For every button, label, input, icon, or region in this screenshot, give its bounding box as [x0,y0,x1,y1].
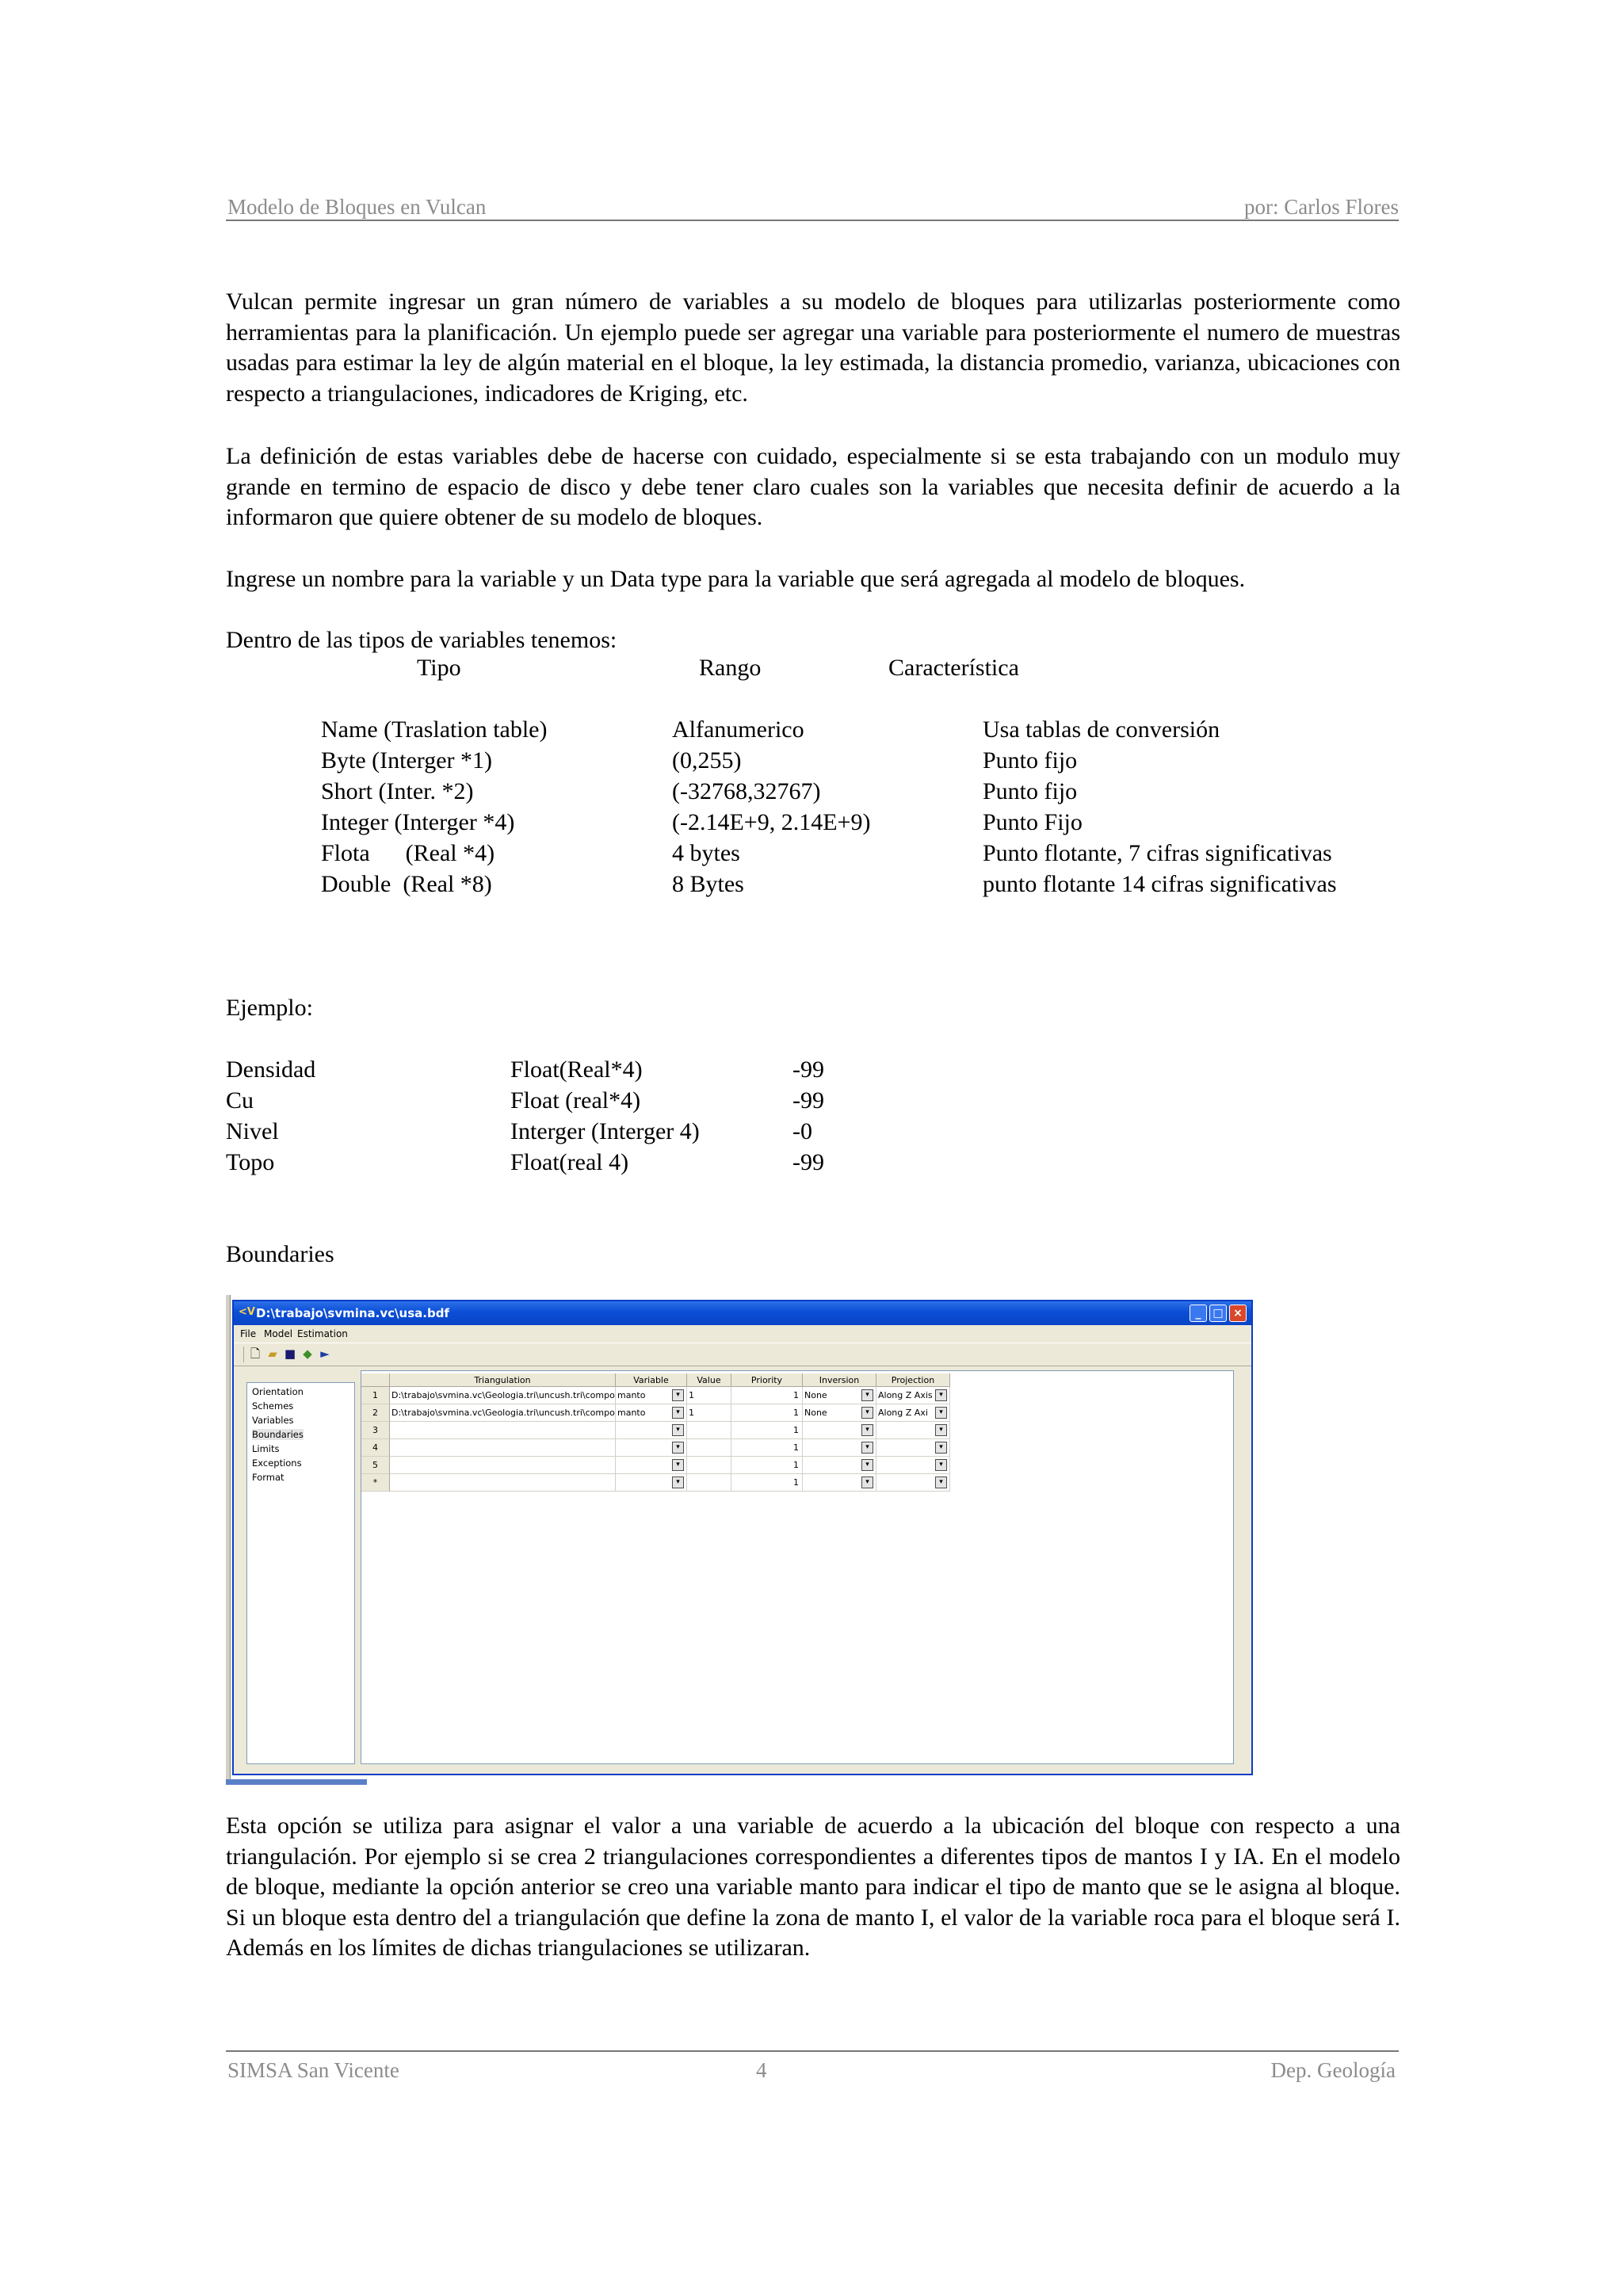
dropdown-arrow-icon[interactable]: ▾ [861,1442,873,1454]
dropdown-arrow-icon[interactable]: ▾ [935,1459,947,1471]
grid-cell-value[interactable] [687,1474,731,1492]
types-row-rango: Alfanumerico [672,716,804,743]
types-row-rango: (0,255) [672,747,742,774]
grid-header-variable[interactable]: Variable [616,1373,687,1387]
grid-cell-priority[interactable]: 1 [731,1404,803,1422]
example-row-name: Cu [226,1087,254,1114]
nav-item-boundaries[interactable]: Boundaries [252,1429,304,1440]
nav-item-schemes[interactable]: Schemes [252,1400,294,1412]
grid-cell-priority[interactable]: 1 [731,1387,803,1404]
open-folder-icon[interactable]: ▰ [268,1347,277,1361]
dropdown-arrow-icon[interactable]: ▾ [672,1459,684,1471]
example-row-default: -0 [792,1118,812,1144]
menu-model[interactable]: Model [264,1328,293,1339]
dropdown-arrow-icon[interactable]: ▾ [672,1477,684,1488]
dropdown-arrow-icon[interactable]: ▾ [861,1389,873,1401]
grid-row-number: * [361,1474,390,1492]
types-row-tipo: Name (Traslation table) [321,716,548,743]
boundaries-grid [361,1370,1234,1764]
new-file-icon[interactable]: 🗋 [250,1347,261,1361]
footer-right: Dep. Geología [1270,2058,1396,2082]
types-row-rango: 8 Bytes [672,871,744,897]
grid-header-value[interactable]: Value [687,1373,731,1387]
types-row-rango: (-32768,32767) [672,778,821,804]
nav-item-exceptions[interactable]: Exceptions [252,1457,302,1469]
example-row-type: Interger (Interger 4) [510,1118,700,1144]
nav-item-limits[interactable]: Limits [252,1443,280,1454]
paragraph-boundaries-explanation: Esta opción se utiliza para asignar el valor a una variable de acuerdo a la ubicación del bloque con respecto a una triangulación. Por ejemplo si se crea 2 triangulaciones correspondientes a diferentes tipos de mantos I y IA. En el modelo de bloque, mediante la opción anterior se creo una variable manto para indicar el tipo de manto que se le asigna al bloque. Si un bloque esta dentro del a triangulación que define la zona de manto I, el valor de la variable roca para el bloque será I. Además en los límites de dichas triangulaciones se utilizaran. [226,1813,1400,1962]
screenshot-left-edge [226,1295,231,1785]
menu-estimation[interactable]: Estimation [297,1328,348,1339]
menubar [234,1325,1251,1343]
grid-cell-triangulation[interactable] [390,1422,616,1439]
example-row-type: Float(Real*4) [510,1056,643,1083]
grid-cell-priority[interactable]: 1 [731,1422,803,1439]
footer-rule [226,2050,1399,2052]
types-row-rango: (-2.14E+9, 2.14E+9) [672,809,871,835]
window-title: D:\trabajo\svmina.vc\usa.bdf [256,1306,449,1320]
toolbar-separator [243,1347,244,1362]
types-row-caracteristica: Punto Fijo [983,809,1083,835]
types-row-caracteristica: Punto flotante, 7 cifras significativas [983,840,1332,866]
grid-row-number: 2 [361,1404,390,1422]
minimize-button[interactable]: _ [1190,1305,1207,1322]
dropdown-arrow-icon[interactable]: ▾ [935,1442,947,1454]
run-arrow-icon[interactable]: ► [320,1347,330,1361]
example-row-type: Float(real 4) [510,1149,629,1175]
example-row-type: Float (real*4) [510,1087,641,1114]
paragraph-definition: La definición de estas variables debe de hacerse con cuidado, especialmente si se esta trabajando con un modulo muy grande en termino de espacio de disco y debe tener claro cuales son la variables que necesita definir de acuerdo a la informaron que quiere obtener de su modelo de bloques. [226,443,1400,531]
types-row-tipo: Double (Real *8) [321,871,492,897]
dropdown-arrow-icon[interactable]: ▾ [935,1424,947,1436]
paragraph-intro: Vulcan permite ingresar un gran número de variables a su modelo de bloques para utilizarlas posteriormente como herramientas para la planificación. Un ejemplo puede ser agregar una variable para posteriormente el numero de muestras usadas para estimar la ley de algún material en el bloque, la ley estimada, la distancia promedio, varianza, ubicaciones con respecto a triangulaciones, indicadores de Kriging, etc. [226,288,1400,407]
grid-cell-inversion[interactable]: None [803,1404,876,1422]
header-right: por: Carlos Flores [1244,195,1399,219]
grid-cell-variable[interactable]: manto [616,1387,687,1404]
nav-item-format[interactable]: Format [252,1472,285,1483]
footer-left: SIMSA San Vicente [227,2058,399,2082]
grid-header-priority[interactable]: Priority [731,1373,803,1387]
example-row-default: -99 [792,1149,824,1175]
grid-row-number: 4 [361,1439,390,1457]
dropdown-arrow-icon[interactable]: ▾ [861,1477,873,1488]
grid-header-projection[interactable]: Projection [876,1373,950,1387]
grid-cell-variable[interactable]: manto [616,1404,687,1422]
types-row-tipo: Flota (Real *4) [321,840,495,866]
types-header-tipo: Tipo [417,655,461,681]
grid-cell-triangulation[interactable] [390,1457,616,1474]
paragraph-instructions: Ingrese un nombre para la variable y un Data type para la variable que será agregada al modelo de bloques. [226,566,1246,592]
types-row-caracteristica: punto flotante 14 cifras significativas [983,871,1337,897]
grid-cell-triangulation[interactable] [390,1439,616,1457]
grid-cell-triangulation[interactable]: D:\trabajo\svmina.vc\Geologia.tri\uncush.tri\compo [390,1404,616,1422]
grid-cell-projection[interactable]: Along Z Axis [876,1387,950,1404]
boundaries-screenshot [226,1295,1256,1785]
types-header-rango: Rango [699,655,762,681]
example-row-name: Topo [226,1149,275,1175]
page-number: 4 [756,2058,767,2082]
example-row-default: -99 [792,1087,824,1114]
dropdown-arrow-icon[interactable]: ▾ [861,1407,873,1419]
grid-cell-projection[interactable]: Along Z Axi [876,1404,950,1422]
types-row-caracteristica: Punto fijo [983,747,1078,774]
grid-row-number: 5 [361,1457,390,1474]
types-header-caracteristica: Característica [888,655,1019,681]
example-row-name: Nivel [226,1118,279,1144]
grid-cell-inversion[interactable]: None [803,1387,876,1404]
dropdown-arrow-icon[interactable]: ▾ [672,1407,684,1419]
dropdown-arrow-icon[interactable]: ▾ [672,1389,684,1401]
types-row-caracteristica: Usa tablas de conversión [983,716,1220,743]
screenshot-taskbar-fragment [226,1779,367,1785]
nav-item-orientation[interactable]: Orientation [252,1386,304,1397]
header-rule [226,220,1399,221]
grid-row-number: 1 [361,1387,390,1404]
example-row-default: -99 [792,1056,824,1083]
dropdown-arrow-icon[interactable]: ▾ [672,1424,684,1436]
grid-cell-priority[interactable]: 1 [731,1457,803,1474]
grid-corner [361,1373,390,1387]
dropdown-arrow-icon[interactable]: ▾ [935,1477,947,1488]
maximize-button[interactable]: □ [1209,1305,1227,1322]
grid-cell-value[interactable] [687,1422,731,1439]
dropdown-arrow-icon[interactable]: ▾ [935,1407,947,1419]
window-client [234,1366,1251,1774]
vulcan-app-icon: <V [239,1306,255,1318]
grid-cell-triangulation[interactable] [390,1474,616,1492]
nav-item-variables[interactable]: Variables [252,1415,294,1426]
grid-cell-value[interactable]: 1 [687,1404,731,1422]
grid-header-triangulation[interactable]: Triangulation [390,1373,616,1387]
save-icon[interactable]: ■ [284,1347,296,1361]
dropdown-arrow-icon[interactable]: ▾ [861,1459,873,1471]
grid-cell-value[interactable] [687,1439,731,1457]
types-row-tipo: Short (Inter. *2) [321,778,474,804]
boundaries-heading: Boundaries [226,1241,334,1267]
vulcan-window [232,1300,1253,1775]
header-left: Modelo de Bloques en Vulcan [227,195,487,219]
toolbar [234,1343,1251,1366]
nav-panel [246,1382,355,1764]
grid-header-inversion[interactable]: Inversion [803,1373,876,1387]
types-row-caracteristica: Punto fijo [983,778,1078,804]
menu-file[interactable]: File [240,1328,257,1339]
types-row-rango: 4 bytes [672,840,740,866]
paragraph-types-intro: Dentro de las tipos de variables tenemos: [226,627,617,653]
types-row-tipo: Byte (Interger *1) [321,747,493,774]
grid-cell-priority[interactable]: 1 [731,1439,803,1457]
grid-row-number: 3 [361,1422,390,1439]
grid-cell-priority[interactable]: 1 [731,1474,803,1492]
types-row-tipo: Integer (Interger *4) [321,809,515,835]
example-label: Ejemplo: [226,995,313,1021]
example-row-name: Densidad [226,1056,316,1083]
grid-cell-triangulation[interactable]: D:\trabajo\svmina.vc\Geologia.tri\uncush.tri\compo [390,1387,616,1404]
dropdown-arrow-icon[interactable]: ▾ [935,1389,947,1401]
close-button[interactable]: × [1229,1305,1247,1322]
cube-icon[interactable]: ◆ [303,1347,312,1361]
dropdown-arrow-icon[interactable]: ▾ [861,1424,873,1436]
dropdown-arrow-icon[interactable]: ▾ [672,1442,684,1454]
grid-cell-value[interactable] [687,1457,731,1474]
window-titlebar[interactable] [234,1301,1251,1325]
grid-cell-value[interactable]: 1 [687,1387,731,1404]
